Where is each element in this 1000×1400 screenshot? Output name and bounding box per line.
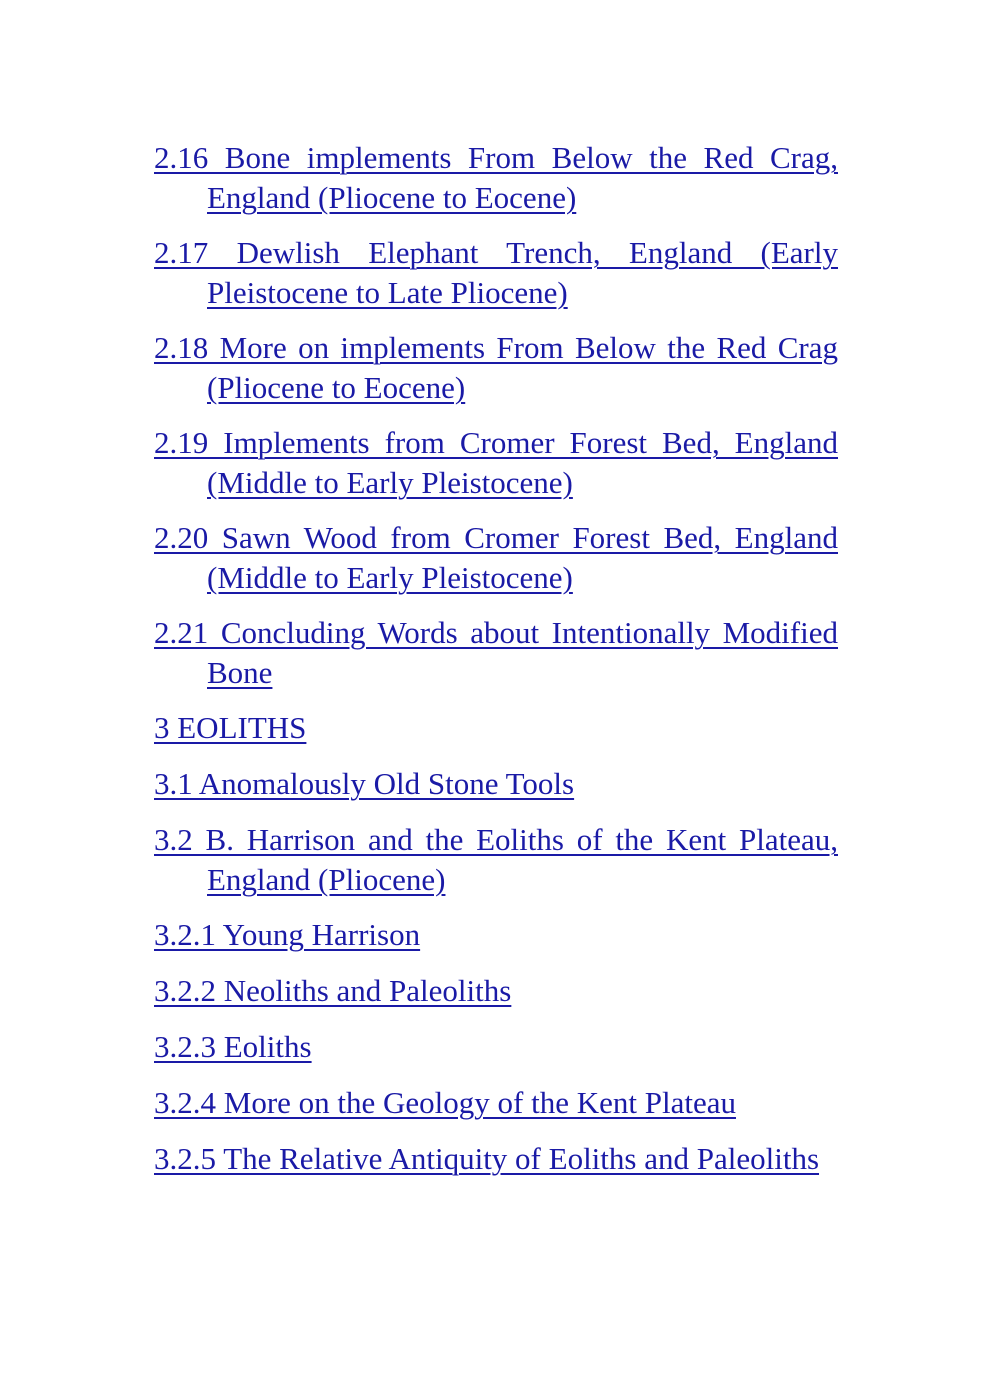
- toc-entry-3-2-2: [154, 971, 838, 1011]
- toc-entry-3-1: [154, 764, 838, 804]
- toc-entry-2-16: [154, 138, 838, 218]
- toc-link-2-19[interactable]: 2.19 Implements from Cromer Forest Bed, England (Middle to Early Pleistocene): [154, 425, 838, 500]
- toc-entry-3-2-3: [154, 1027, 838, 1067]
- toc-link-2-16[interactable]: 2.16 Bone implements From Below the Red Crag, England (Pliocene to Eocene): [154, 140, 838, 215]
- toc-entry-3-2: [154, 820, 838, 900]
- toc-entry-3-2-4: [154, 1083, 838, 1123]
- toc-link-3-2[interactable]: 3.2 B. Harrison and the Eoliths of the Kent Plateau, England (Pliocene): [154, 822, 838, 897]
- toc-entry-2-21: [154, 613, 838, 693]
- toc-link-2-20[interactable]: 2.20 Sawn Wood from Cromer Forest Bed, England (Middle to Early Pleistocene): [154, 520, 838, 595]
- toc-link-3-2-4[interactable]: 3.2.4 More on the Geology of the Kent Plateau: [154, 1085, 736, 1120]
- toc-entry-2-20: [154, 518, 838, 598]
- toc-entry-2-19: [154, 423, 838, 503]
- toc-link-3-1[interactable]: 3.1 Anomalously Old Stone Tools: [154, 766, 575, 801]
- toc-link-3-2-3[interactable]: 3.2.3 Eoliths: [154, 1029, 312, 1064]
- toc-link-3-2-1[interactable]: 3.2.1 Young Harrison: [154, 917, 421, 952]
- toc-link-2-17[interactable]: 2.17 Dewlish Elephant Trench, England (Early Pleistocene to Late Pliocene): [154, 235, 838, 310]
- toc-entry-3: [154, 708, 838, 748]
- toc-entry-2-18: [154, 328, 838, 408]
- toc-link-3[interactable]: 3 EOLITHS: [154, 710, 307, 745]
- toc-entry-3-2-1: [154, 915, 838, 955]
- toc-link-2-21[interactable]: 2.21 Concluding Words about Intentionally Modified Bone: [154, 615, 838, 690]
- toc-link-2-18[interactable]: 2.18 More on implements From Below the Red Crag (Pliocene to Eocene): [154, 330, 838, 405]
- toc-link-3-2-2[interactable]: 3.2.2 Neoliths and Paleoliths: [154, 973, 512, 1008]
- table-of-contents: [154, 138, 838, 1194]
- toc-entry-3-2-5: [154, 1139, 838, 1179]
- toc-link-3-2-5[interactable]: 3.2.5 The Relative Antiquity of Eoliths and Paleoliths: [154, 1141, 820, 1176]
- toc-entry-2-17: [154, 233, 838, 313]
